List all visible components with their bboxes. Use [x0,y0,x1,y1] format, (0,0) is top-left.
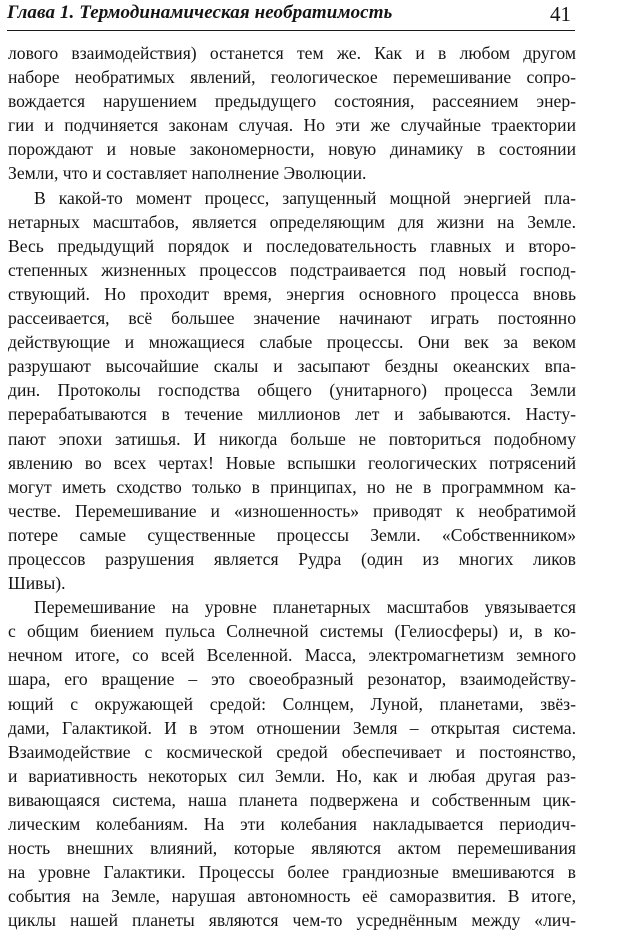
text-line: шара, его вращение – это своеобразный резонатор, взаимодейству- [8,669,576,690]
text-line: Взаимодействие с космической средой обеспечивает и постоянство, [8,741,576,762]
text-line: Перемешивание на уровне планетарных масштабов увязывается [34,597,576,618]
text-line: Шивы). [8,573,66,594]
chapter-title: Глава 1. Термодинамическая необратимость [7,2,393,23]
text-line: процессов разрушения является Рудра (один из многих ликов [8,548,576,569]
text-line: могут иметь сходство только в принципах, но не в программном ка- [8,476,576,497]
text-line: действующие и множащиеся слабые процессы. Они век за веком [8,332,576,353]
text-line: ющий с окружающей средой: Солнцем, Луной, планетами, звёз- [8,693,576,714]
paragraph [8,595,576,932]
text-line: наборе необратимых явлений, геологическое перемешивание сопро- [8,67,576,88]
text-line: рассеивается, всё большее значение начинают играть постоянно [8,308,576,329]
text-line: Весь предыдущий порядок и последовательность главных и второ- [8,235,576,256]
text-line: ствующий. Но проходит время, энергия основного процесса вновь [8,283,576,304]
text-line: на уровне Галактики. Процессы более грандиозные вмешиваются в [8,862,576,883]
text-line: и вариативность некоторых сил Земли. Но, как и любая другая раз- [8,765,576,786]
text-line: события на Земле, нарушая автономность её саморазвития. В итоге, [8,886,576,907]
text-line: вивающаяся система, наша планета подвержена и собственным цик- [8,789,576,810]
text-line: ность внешних влияний, которые являются актом перемешивания [8,838,576,859]
text-line: нечном итоге, со всей Вселенной. Масса, электромагнетизм земного [8,645,576,666]
text-line: дами, Галактикой. И в этом отношении Земля – открытая система. [8,717,576,738]
text-line: Земли, что и составляет наполнение Эволюции. [8,163,367,184]
text-line: перерабатываются в течение миллионов лет и забываются. Насту- [8,404,576,425]
text-line: лового взаимодействия) останется тем же. Как и в любом другом [8,43,576,63]
text-line: порождают и новые закономерности, новую динамику в состоянии [8,139,576,160]
text-line: с общим биением пульса Солнечной системы (Гелиосферы) и, в ко- [8,621,576,642]
text-line: нетарных масштабов, является определяющим для жизни на Земле. [8,211,576,232]
text-line: лическим колебаниям. На эти колебания накладывается периодич- [8,814,576,834]
paragraph [8,41,576,186]
text-line: разрушают высочайшие скалы и засыпают бездны океанских впа- [8,356,576,377]
text-line: дин. Протоколы господства общего (унитарного) процесса Земли [8,380,576,401]
text-line: честве. Перемешивание и «изношенность» приводят к необратимой [8,500,576,521]
text-line: циклы нашей планеты являются чем-то усреднённым между «лич- [8,910,576,931]
text-line: потере самые существенные процессы Земли. «Собственником» [8,524,576,545]
page-number: 41 [550,2,571,26]
text-line: явлению во всех чертах! Новые вспышки геологических потрясений [8,452,576,473]
text-line: гии и подчиняется законам случая. Но эти же случайные траектории [8,115,576,136]
text-line: В какой-то момент процесс, запущенный мощной энергией пла- [34,187,576,208]
text-line: вождается нарушением предыдущего состояния, рассеянием энер- [8,91,576,112]
text-line: степенных жизненных процессов подстраивается под новый господ- [8,259,576,280]
running-header [7,0,575,31]
body-text [8,41,576,932]
paragraph [8,186,576,596]
text-line: пают эпохи затишья. И никогда больше не повториться подобному [8,428,576,449]
